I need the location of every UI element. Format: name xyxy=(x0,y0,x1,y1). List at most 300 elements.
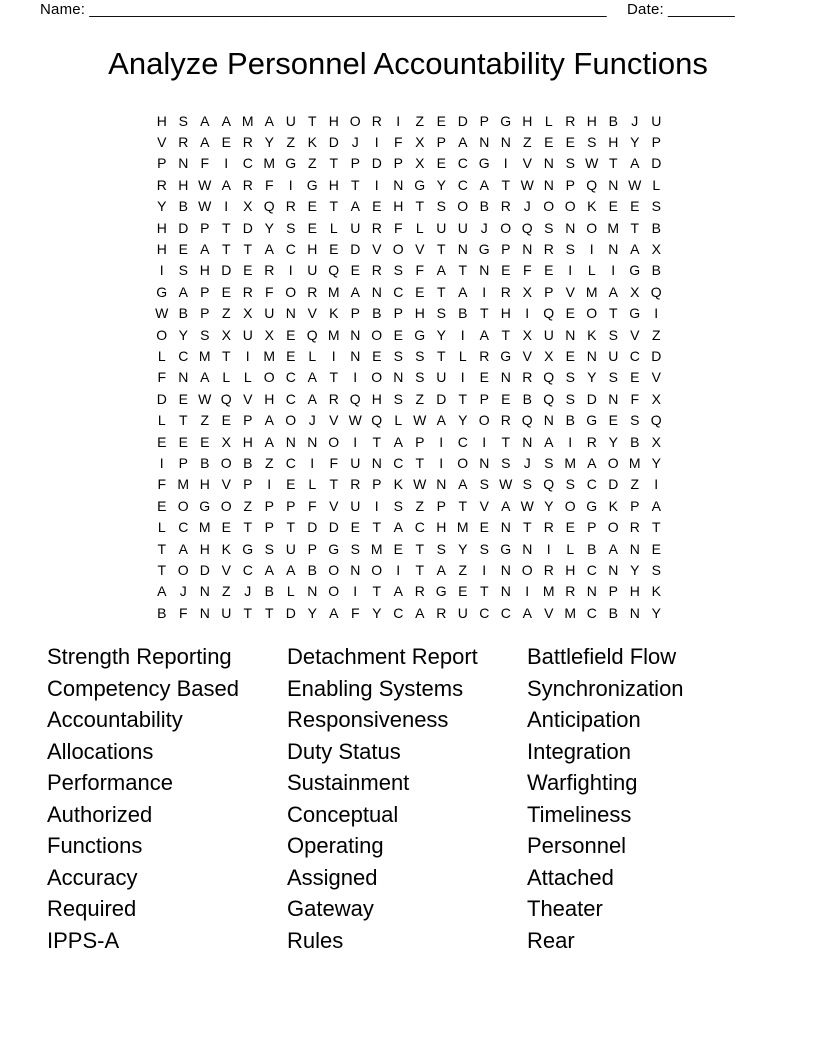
grid-cell: O xyxy=(586,305,598,322)
grid-cell: L xyxy=(652,176,661,193)
grid-cell: L xyxy=(587,262,596,279)
word-list-item: Conceptual xyxy=(287,801,399,827)
grid-cell: J xyxy=(244,583,252,600)
grid-cell: T xyxy=(329,369,339,386)
grid-cell: Y xyxy=(651,604,661,621)
grid-cell: B xyxy=(630,433,640,450)
grid-cell: B xyxy=(522,390,532,407)
grid-cell: G xyxy=(306,176,318,193)
grid-cell: N xyxy=(500,369,511,386)
grid-cell: A xyxy=(393,583,403,600)
grid-cell: W xyxy=(585,155,599,172)
grid-cell: T xyxy=(415,454,425,471)
word-list-item: Functions xyxy=(47,833,143,858)
grid-cell: S xyxy=(178,262,188,279)
grid-cell: A xyxy=(200,112,210,129)
grid-cell: A xyxy=(630,241,640,258)
grid-cell: A xyxy=(522,604,532,621)
grid-cell: T xyxy=(329,155,339,172)
grid-cell: S xyxy=(565,369,575,386)
grid-cell: V xyxy=(565,283,575,300)
grid-cell: W xyxy=(628,176,642,193)
grid-cell: C xyxy=(178,347,189,364)
grid-cell: N xyxy=(608,561,619,578)
grid-cell: Q xyxy=(543,476,555,493)
grid-cell: I xyxy=(482,561,487,578)
grid-cell: D xyxy=(221,262,232,279)
grid-cell: R xyxy=(350,476,361,493)
grid-cell: E xyxy=(544,262,554,279)
grid-cell: D xyxy=(350,241,361,258)
grid-cell: T xyxy=(479,305,489,322)
grid-cell: U xyxy=(651,112,662,129)
grid-cell: A xyxy=(436,262,446,279)
grid-cell: L xyxy=(458,347,467,364)
grid-cell: N xyxy=(350,326,361,343)
grid-cell: E xyxy=(565,519,575,536)
grid-cell: J xyxy=(351,134,359,151)
grid-cell: I xyxy=(331,347,336,364)
grid-cell: U xyxy=(350,454,361,471)
grid-cell: S xyxy=(393,497,403,514)
grid-cell: U xyxy=(221,604,232,621)
grid-cell: I xyxy=(353,369,358,386)
grid-cell: X xyxy=(651,241,661,258)
grid-cell: N xyxy=(500,583,511,600)
grid-cell: S xyxy=(501,454,511,471)
grid-cell: E xyxy=(501,262,511,279)
grid-cell: Y xyxy=(436,176,446,193)
grid-cell: E xyxy=(350,262,360,279)
grid-cell: I xyxy=(482,433,487,450)
grid-cell: N xyxy=(199,583,210,600)
grid-cell: O xyxy=(392,241,404,258)
grid-cell: N xyxy=(543,176,554,193)
grid-cell: G xyxy=(285,155,297,172)
grid-cell: E xyxy=(178,433,188,450)
grid-cell: M xyxy=(370,540,383,557)
grid-cell: G xyxy=(478,155,490,172)
grid-cell: Q xyxy=(371,412,383,429)
grid-cell: N xyxy=(522,241,533,258)
grid-cell: C xyxy=(393,283,404,300)
grid-cell: Y xyxy=(372,604,382,621)
grid-cell: N xyxy=(457,241,468,258)
grid-cell: D xyxy=(651,347,662,364)
grid-cell: A xyxy=(200,241,210,258)
grid-cell: T xyxy=(630,219,640,236)
grid-cell: I xyxy=(396,112,401,129)
grid-cell: S xyxy=(200,326,210,343)
grid-cell: N xyxy=(608,176,619,193)
grid-cell: E xyxy=(630,198,640,215)
grid-cell: O xyxy=(371,561,383,578)
grid-cell: C xyxy=(500,604,511,621)
grid-cell: M xyxy=(198,519,211,536)
grid-cell: O xyxy=(371,326,383,343)
grid-cell: O xyxy=(177,497,189,514)
grid-cell: R xyxy=(629,519,640,536)
grid-cell: T xyxy=(372,583,382,600)
grid-cell: I xyxy=(654,476,659,493)
grid-cell: U xyxy=(285,540,296,557)
grid-cell: N xyxy=(608,390,619,407)
word-list-item: Assigned xyxy=(287,864,378,890)
grid-cell: B xyxy=(264,583,274,600)
grid-cell: A xyxy=(544,433,554,450)
grid-cell: Q xyxy=(650,412,662,429)
grid-cell: N xyxy=(178,155,189,172)
grid-cell: P xyxy=(630,497,640,514)
grid-cell: X xyxy=(651,390,661,407)
grid-cell: T xyxy=(157,561,167,578)
grid-cell: T xyxy=(243,604,253,621)
grid-cell: E xyxy=(221,519,231,536)
grid-cell: G xyxy=(435,583,447,600)
grid-cell: F xyxy=(393,134,403,151)
grid-cell: K xyxy=(393,476,403,493)
grid-cell: O xyxy=(500,219,512,236)
grid-cell: M xyxy=(564,604,577,621)
grid-cell: A xyxy=(436,412,446,429)
grid-cell: C xyxy=(586,604,597,621)
grid-cell: A xyxy=(458,134,468,151)
grid-cell: Z xyxy=(264,454,274,471)
grid-cell: G xyxy=(500,540,512,557)
grid-cell: E xyxy=(436,155,446,172)
grid-cell: S xyxy=(415,347,425,364)
grid-cell: N xyxy=(500,561,511,578)
word-list xyxy=(47,641,769,956)
grid-cell: Y xyxy=(178,326,188,343)
grid-cell: O xyxy=(607,454,619,471)
grid-cell: R xyxy=(264,262,275,279)
grid-cell: N xyxy=(307,583,318,600)
grid-cell: U xyxy=(350,219,361,236)
grid-cell: C xyxy=(586,561,597,578)
grid-cell: S xyxy=(651,561,661,578)
grid-cell: P xyxy=(286,497,296,514)
word-list-item: Responsiveness xyxy=(287,707,449,732)
grid-cell: N xyxy=(629,540,640,557)
grid-cell: S xyxy=(436,540,446,557)
grid-cell: Y xyxy=(264,219,274,236)
grid-cell: P xyxy=(501,241,511,258)
grid-cell: O xyxy=(328,433,340,450)
grid-cell: I xyxy=(546,540,551,557)
grid-cell: M xyxy=(607,219,620,236)
grid-cell: A xyxy=(458,476,468,493)
grid-cell: A xyxy=(608,540,618,557)
word-list-item: Strength Reporting xyxy=(47,644,232,669)
grid-cell: Z xyxy=(307,155,317,172)
grid-cell: M xyxy=(198,347,211,364)
grid-cell: F xyxy=(393,219,403,236)
grid-cell: F xyxy=(200,155,210,172)
word-list-item: Required xyxy=(47,896,137,921)
grid-cell: A xyxy=(393,433,403,450)
word-list-column xyxy=(527,641,769,956)
grid-cell: K xyxy=(307,134,317,151)
grid-cell: A xyxy=(178,283,188,300)
grid-cell: N xyxy=(608,241,619,258)
grid-cell: T xyxy=(329,476,339,493)
grid-cell: N xyxy=(586,347,597,364)
grid-cell: S xyxy=(608,369,618,386)
grid-cell: E xyxy=(307,198,317,215)
grid-cell: R xyxy=(414,583,425,600)
grid-cell: D xyxy=(586,390,597,407)
grid-cell: P xyxy=(651,134,661,151)
grid-cell: S xyxy=(393,262,403,279)
grid-cell: C xyxy=(479,604,490,621)
grid-cell: M xyxy=(327,283,340,300)
grid-cell: E xyxy=(221,412,231,429)
grid-cell: Z xyxy=(221,583,231,600)
grid-cell: S xyxy=(479,540,489,557)
grid-cell: T xyxy=(329,198,339,215)
grid-cell: L xyxy=(157,519,166,536)
grid-cell: Y xyxy=(307,604,317,621)
grid-cell: A xyxy=(393,519,403,536)
grid-cell: C xyxy=(457,176,468,193)
grid-cell: X xyxy=(221,326,231,343)
grid-cell: R xyxy=(479,347,490,364)
grid-cell: I xyxy=(611,262,616,279)
grid-cell: E xyxy=(372,198,382,215)
grid-cell: F xyxy=(178,604,188,621)
grid-cell: U xyxy=(350,497,361,514)
grid-cell: S xyxy=(393,347,403,364)
grid-cell: O xyxy=(328,561,340,578)
grid-cell: K xyxy=(329,305,339,322)
grid-cell: T xyxy=(415,540,425,557)
grid-cell: V xyxy=(651,369,661,386)
grid-cell: Q xyxy=(586,176,598,193)
grid-cell: X xyxy=(264,326,274,343)
grid-cell: D xyxy=(242,219,253,236)
grid-cell: E xyxy=(565,134,575,151)
grid-cell: O xyxy=(328,583,340,600)
grid-cell: A xyxy=(178,540,188,557)
grid-cell: K xyxy=(587,198,597,215)
grid-cell: F xyxy=(157,476,167,493)
grid-cell: I xyxy=(460,369,465,386)
grid-cell: M xyxy=(456,519,469,536)
grid-cell: C xyxy=(393,454,404,471)
grid-cell: H xyxy=(414,305,425,322)
word-list-item: IPPS-A xyxy=(47,927,120,953)
grid-cell: C xyxy=(393,604,404,621)
grid-cell: A xyxy=(608,283,618,300)
grid-cell: K xyxy=(651,583,661,600)
grid-cell: T xyxy=(350,176,360,193)
grid-cell: H xyxy=(242,433,253,450)
grid-cell: J xyxy=(523,198,531,215)
grid-cell: H xyxy=(156,112,167,129)
grid-cell: T xyxy=(522,519,532,536)
grid-cell: B xyxy=(178,198,188,215)
word-list-column xyxy=(47,641,287,956)
grid-cell: A xyxy=(501,497,511,514)
grid-cell: Z xyxy=(458,561,468,578)
grid-cell: P xyxy=(436,134,446,151)
grid-cell: I xyxy=(525,583,530,600)
grid-cell: N xyxy=(479,454,490,471)
grid-cell: I xyxy=(439,433,444,450)
grid-cell: O xyxy=(220,454,232,471)
grid-cell: R xyxy=(371,219,382,236)
grid-cell: D xyxy=(436,390,447,407)
grid-cell: O xyxy=(457,454,469,471)
grid-cell: Y xyxy=(157,198,167,215)
grid-cell: R xyxy=(565,583,576,600)
grid-cell: H xyxy=(371,390,382,407)
grid-cell: Y xyxy=(544,497,554,514)
grid-cell: K xyxy=(221,540,231,557)
grid-cell: Q xyxy=(306,326,318,343)
grid-cell: H xyxy=(307,241,318,258)
grid-cell: T xyxy=(458,390,468,407)
grid-cell: I xyxy=(396,561,401,578)
grid-cell: I xyxy=(589,241,594,258)
grid-cell: B xyxy=(651,219,661,236)
grid-cell: H xyxy=(500,305,511,322)
grid-cell: F xyxy=(157,369,167,386)
grid-cell: A xyxy=(651,497,661,514)
grid-cell: S xyxy=(608,326,618,343)
grid-cell: I xyxy=(159,454,164,471)
grid-cell: R xyxy=(500,412,511,429)
grid-cell: S xyxy=(264,540,274,557)
grid-cell: L xyxy=(544,112,553,129)
grid-cell: E xyxy=(651,540,661,557)
grid-cell: V xyxy=(307,305,317,322)
grid-cell: U xyxy=(436,369,447,386)
grid-cell: U xyxy=(457,219,468,236)
word-list-item: Detachment Report xyxy=(287,644,478,669)
grid-cell: B xyxy=(458,305,468,322)
grid-cell: I xyxy=(267,476,272,493)
grid-cell: V xyxy=(522,347,532,364)
grid-cell: P xyxy=(264,519,274,536)
grid-cell: I xyxy=(460,326,465,343)
grid-cell: P xyxy=(587,519,597,536)
grid-cell: Z xyxy=(630,476,640,493)
grid-cell: I xyxy=(224,198,229,215)
grid-cell: T xyxy=(436,347,446,364)
grid-cell: W xyxy=(155,305,169,322)
grid-cell: E xyxy=(157,497,167,514)
grid-cell: V xyxy=(479,497,489,514)
grid-cell: E xyxy=(565,305,575,322)
grid-cell: M xyxy=(585,283,598,300)
grid-cell: H xyxy=(565,561,576,578)
grid-cell: X xyxy=(522,326,532,343)
grid-cell: B xyxy=(243,454,253,471)
grid-cell: M xyxy=(263,155,276,172)
grid-cell: I xyxy=(439,454,444,471)
grid-cell: E xyxy=(436,112,446,129)
grid-cell: D xyxy=(328,519,339,536)
grid-cell: A xyxy=(264,433,274,450)
name-field xyxy=(40,1,607,19)
grid-cell: P xyxy=(350,305,360,322)
grid-cell: R xyxy=(500,283,511,300)
grid-cell: V xyxy=(630,326,640,343)
grid-cell: A xyxy=(264,412,274,429)
grid-cell: L xyxy=(566,540,575,557)
grid-cell: B xyxy=(651,262,661,279)
grid-cell: W xyxy=(198,390,212,407)
grid-cell: U xyxy=(307,262,318,279)
grid-cell: O xyxy=(478,412,490,429)
grid-cell: L xyxy=(157,347,166,364)
grid-cell: O xyxy=(285,283,297,300)
grid-cell: Y xyxy=(608,433,618,450)
grid-cell: W xyxy=(198,176,212,193)
grid-cell: E xyxy=(501,390,511,407)
grid-cell: I xyxy=(525,305,530,322)
grid-cell: I xyxy=(245,347,250,364)
grid-cell: A xyxy=(415,604,425,621)
grid-cell: H xyxy=(393,198,404,215)
grid-cell: G xyxy=(478,241,490,258)
grid-cell: O xyxy=(457,198,469,215)
grid-cell: C xyxy=(285,454,296,471)
grid-cell: L xyxy=(286,583,295,600)
grid-cell: X xyxy=(630,283,640,300)
grid-cell: T xyxy=(307,112,317,129)
grid-cell: R xyxy=(178,134,189,151)
grid-cell: A xyxy=(479,176,489,193)
grid-cell: S xyxy=(565,476,575,493)
word-list-item: Personnel xyxy=(527,833,627,858)
grid-cell: G xyxy=(629,262,641,279)
grid-cell: R xyxy=(500,198,511,215)
puzzle-title: Analyze Personnel Accountability Functions xyxy=(108,46,708,81)
grid-cell: Q xyxy=(220,390,232,407)
grid-cell: J xyxy=(308,412,316,429)
grid-cell: A xyxy=(350,283,360,300)
grid-cell: Y xyxy=(264,134,274,151)
grid-cell: N xyxy=(522,540,533,557)
grid-cell: R xyxy=(242,283,253,300)
grid-cell: G xyxy=(586,412,598,429)
grid-cell: R xyxy=(565,112,576,129)
grid-cell: F xyxy=(522,262,532,279)
grid-cell: V xyxy=(329,497,339,514)
grid-cell: E xyxy=(479,369,489,386)
grid-cell: M xyxy=(542,583,555,600)
grid-cell: X xyxy=(243,305,253,322)
grid-cell: E xyxy=(221,283,231,300)
word-list-item: Attached xyxy=(527,864,614,890)
grid-cell: G xyxy=(242,540,254,557)
grid-cell: N xyxy=(178,369,189,386)
grid-cell: I xyxy=(503,155,508,172)
grid-cell: L xyxy=(415,219,424,236)
grid-cell: O xyxy=(349,112,361,129)
grid-cell: N xyxy=(586,583,597,600)
grid-cell: S xyxy=(479,476,489,493)
grid-cell: Q xyxy=(349,390,361,407)
grid-cell: I xyxy=(482,283,487,300)
grid-cell: N xyxy=(307,433,318,450)
grid-cell: Q xyxy=(650,283,662,300)
grid-cell: Q xyxy=(543,390,555,407)
grid-cell: E xyxy=(286,347,296,364)
